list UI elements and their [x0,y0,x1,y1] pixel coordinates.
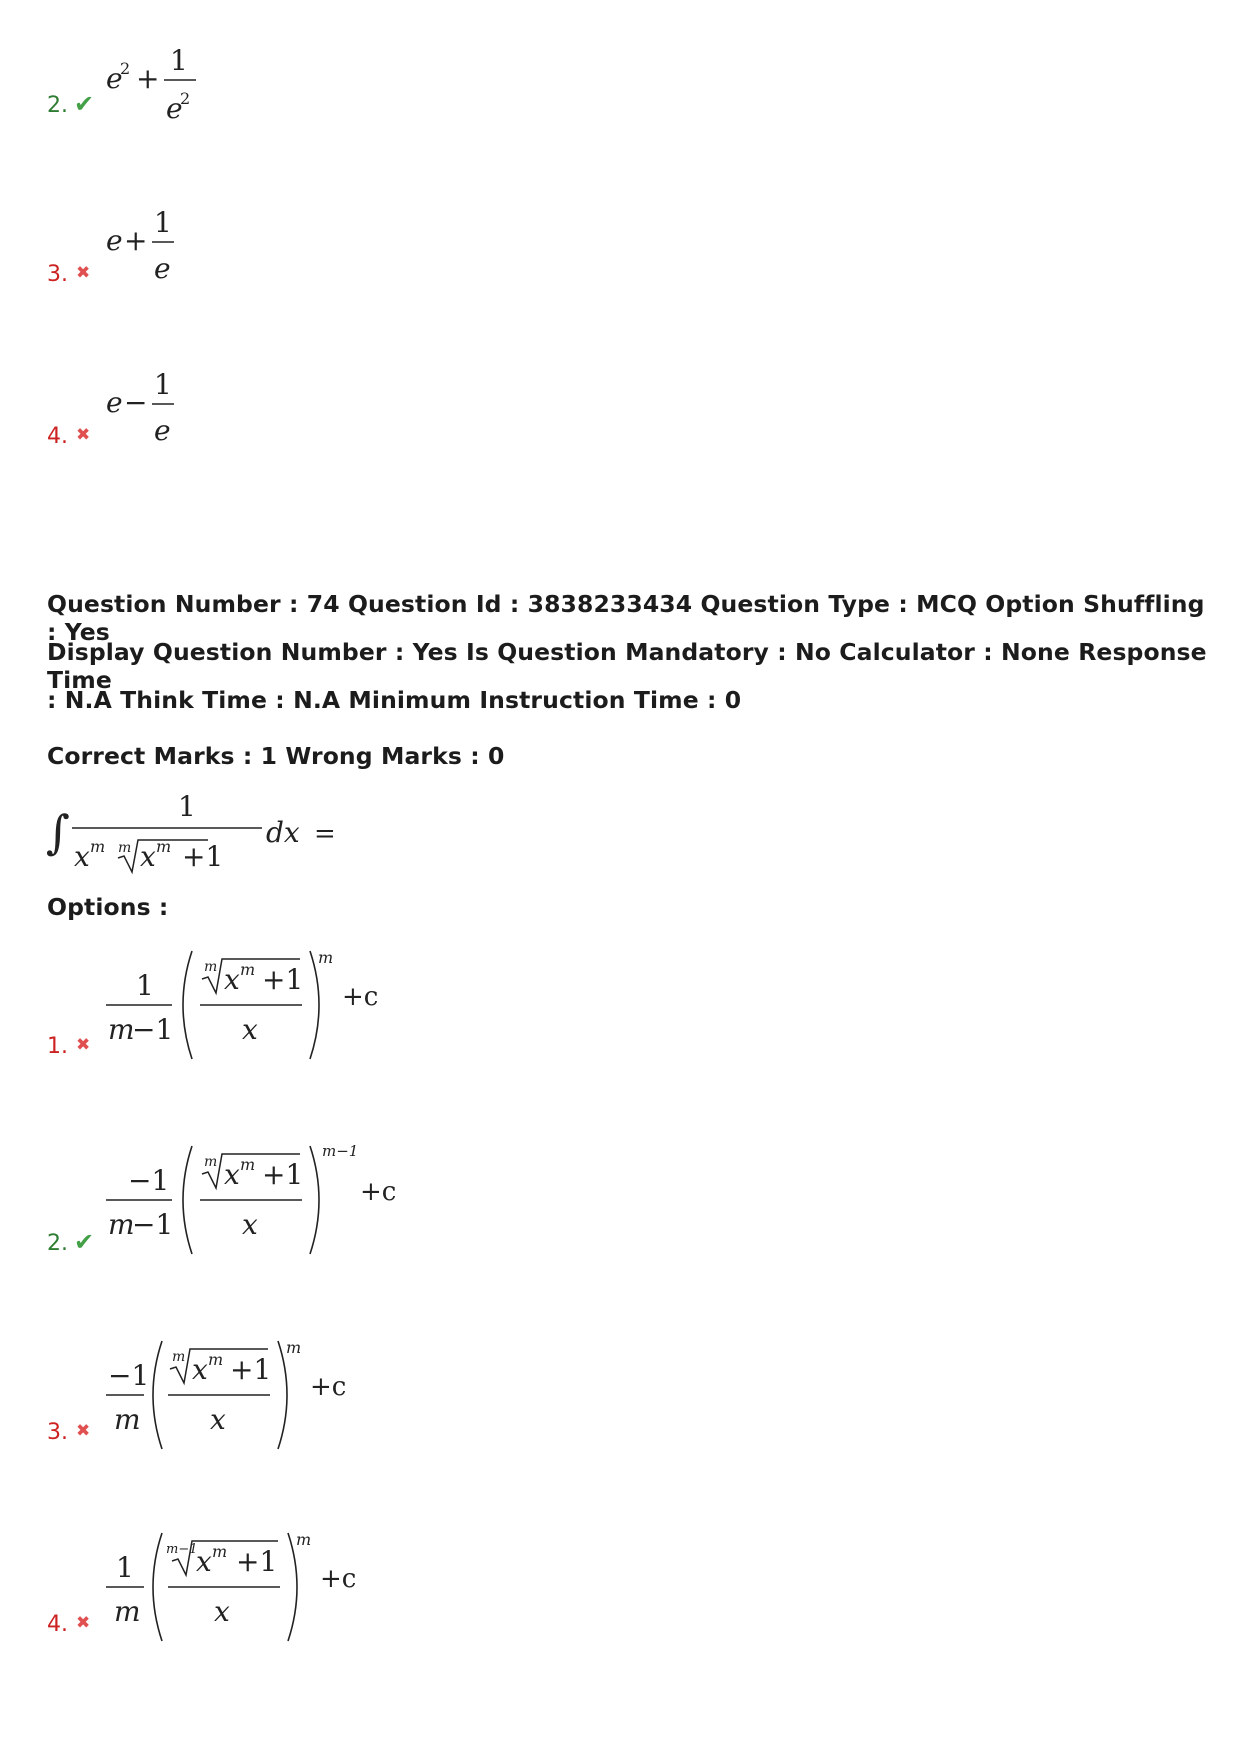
svg-text:m−1: m−1 [322,1142,359,1160]
svg-text:m: m [156,837,172,856]
svg-text:x: x [224,1158,240,1191]
svg-text:m: m [240,960,256,979]
marks-line: Correct Marks : 1 Wrong Marks : 0 [47,742,505,770]
question-stem-formula [44,782,336,882]
svg-text:e: e [154,252,171,285]
svg-text:+c: +c [320,1564,357,1594]
svg-text:m: m [108,1013,135,1046]
option-number: 3. [47,1420,68,1445]
svg-text:e: e [154,414,171,447]
svg-text:m: m [240,1155,256,1174]
svg-text:x: x [140,840,156,873]
svg-text:x: x [242,1208,258,1241]
svg-text:1: 1 [170,44,188,77]
option-2-formula [100,1140,420,1260]
svg-text:e: e [106,62,123,95]
svg-text:m: m [108,1208,135,1241]
question-meta-line-1: Question Number : 74 Question Id : 3838233434 Question Type : MCQ Option Shuffling : Yes [47,590,1205,646]
svg-text:m: m [318,948,334,967]
svg-text:+1: +1 [236,1545,278,1578]
svg-text:−1: −1 [132,1208,174,1241]
svg-text:dx: dx [266,816,300,849]
svg-text:e: e [106,386,123,419]
svg-text:1: 1 [154,206,172,239]
option-2 [47,1228,94,1256]
cross-icon: ✖ [76,425,91,445]
svg-text:m: m [118,840,132,856]
svg-text:1: 1 [116,1551,134,1584]
svg-text:m: m [286,1338,302,1357]
svg-text:=: = [314,819,336,849]
svg-text:m: m [172,1349,186,1365]
svg-text:m: m [296,1530,312,1549]
svg-text:x: x [192,1353,208,1386]
svg-text:+: + [136,62,160,95]
option-number: 2. [47,1231,68,1256]
svg-text:+c: +c [342,982,379,1012]
svg-text:1: 1 [154,368,172,401]
svg-text:+c: +c [310,1372,347,1402]
prev-option-2 [47,90,94,118]
question-meta-line-3: : N.A Think Time : N.A Minimum Instruction Time : 0 [47,686,742,714]
option-number: 1. [47,1034,68,1059]
option-number: 2. [47,93,68,118]
svg-text:m: m [90,837,106,856]
svg-text:−1: −1 [128,1164,170,1197]
svg-text:m: m [212,1542,228,1561]
prev-option-3-formula [100,200,190,290]
option-1-formula [100,945,400,1065]
svg-text:+1: +1 [230,1353,272,1386]
svg-text:−1: −1 [108,1359,150,1392]
svg-text:m−1: m−1 [166,1542,198,1557]
option-3-formula [100,1335,380,1455]
cross-icon: ✖ [76,1035,91,1055]
option-4-formula [100,1527,380,1647]
prev-option-2-formula [100,40,210,130]
cross-icon: ✖ [76,263,91,283]
cross-icon: ✖ [76,1421,91,1441]
option-number: 3. [47,262,68,287]
svg-text:e: e [106,224,123,257]
svg-text:+1: +1 [262,1158,304,1191]
svg-text:+: + [124,224,148,257]
svg-text:m: m [208,1350,224,1369]
svg-text:∫: ∫ [46,805,70,859]
svg-text:1: 1 [178,790,196,823]
svg-text:2: 2 [120,59,131,78]
svg-text:m: m [114,1403,141,1436]
prev-option-4 [47,424,90,449]
check-icon: ✔ [74,1228,95,1256]
svg-text:−: − [124,386,148,419]
svg-text:x: x [214,1595,230,1628]
svg-text:x: x [242,1013,258,1046]
svg-text:x: x [74,840,90,873]
option-1 [47,1034,90,1059]
svg-text:2: 2 [180,89,191,108]
svg-text:x: x [210,1403,226,1436]
svg-text:+1: +1 [262,963,304,996]
svg-text:m: m [204,959,218,975]
svg-text:m: m [204,1154,218,1170]
question-meta-line-2: Display Question Number : Yes Is Question Mandatory : No Calculator : None Response Time [47,638,1207,694]
options-label: Options : [47,893,169,921]
svg-text:x: x [224,963,240,996]
svg-text:x: x [196,1545,212,1578]
prev-option-4-formula [100,362,190,452]
svg-text:e: e [166,92,183,125]
option-number: 4. [47,424,68,449]
svg-text:+1: +1 [182,840,224,873]
option-number: 4. [47,1612,68,1637]
prev-option-3 [47,262,90,287]
option-4 [47,1612,90,1637]
cross-icon: ✖ [76,1613,91,1633]
svg-text:−1: −1 [132,1013,174,1046]
svg-text:+c: +c [360,1177,397,1207]
svg-text:m: m [114,1595,141,1628]
svg-text:1: 1 [136,969,154,1002]
check-icon: ✔ [74,90,95,118]
option-3 [47,1420,90,1445]
